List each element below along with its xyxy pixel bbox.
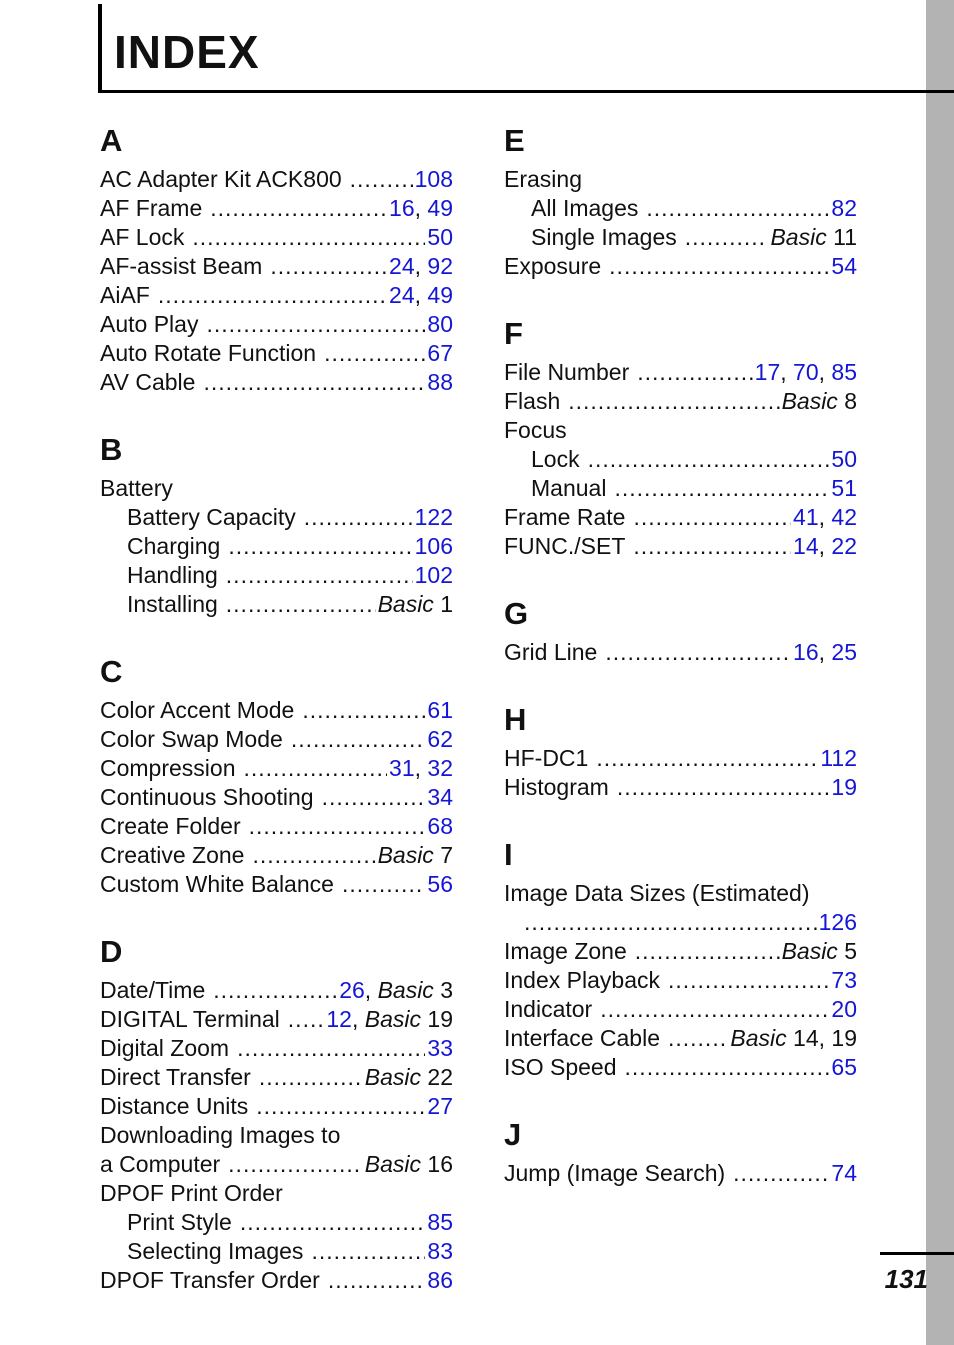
side-tab-bar (926, 0, 954, 1345)
index-entry (504, 879, 857, 908)
page-link[interactable]: 92 (427, 253, 453, 279)
entry-page-refs (427, 725, 453, 754)
entry-term: Image Zone (504, 938, 627, 964)
index-entry (504, 474, 857, 503)
entry-page-refs (831, 445, 857, 474)
dot-leader (588, 445, 830, 474)
index-entry (100, 1266, 453, 1295)
entry-page-refs (831, 995, 857, 1024)
page-link[interactable]: 83 (427, 1238, 453, 1264)
page-link[interactable]: 85 (831, 359, 857, 385)
index-entry (504, 223, 857, 252)
basic-guide-ref: Basic 22 (364, 1064, 453, 1090)
index-entry (504, 416, 857, 445)
entry-term: a Computer (100, 1151, 221, 1177)
index-entry (504, 503, 857, 532)
index-column-left (100, 118, 453, 1295)
dot-leader (322, 783, 426, 812)
page-link[interactable]: 51 (831, 475, 857, 501)
entry-page-refs: Basic 14, 19 (730, 1025, 857, 1051)
entry-page-refs (831, 194, 857, 223)
index-entry (100, 870, 453, 899)
entry-page-refs (415, 532, 453, 561)
entry-term: Exposure (504, 253, 602, 279)
entry-term: Battery (100, 475, 173, 501)
section-letter-c: C (100, 654, 123, 689)
entry-term: File Number (504, 359, 630, 385)
page-title: INDEX (114, 26, 260, 78)
dot-leader (203, 368, 425, 397)
entry-term: Histogram (504, 774, 609, 800)
index-entry (100, 1237, 453, 1266)
page-link[interactable]: 108 (414, 166, 453, 192)
entry-page-refs (427, 310, 453, 339)
entry-page-refs (819, 908, 857, 937)
section-gap (100, 397, 453, 427)
index-entry (100, 503, 453, 532)
entry-page-refs (427, 812, 453, 841)
entry-term: AC Adapter Kit ACK800 (100, 166, 342, 192)
basic-guide-label: Basic (377, 842, 434, 868)
entry-term: Battery Capacity (127, 504, 296, 530)
entry-term: DPOF Print Order (100, 1180, 283, 1206)
entry-page-refs (427, 1266, 453, 1295)
dot-leader (244, 754, 388, 783)
basic-guide-label: Basic (377, 591, 434, 617)
index-entry (504, 1053, 857, 1082)
dot-leader (249, 812, 426, 841)
dot-leader (635, 937, 780, 966)
page-link[interactable]: 73 (831, 967, 857, 993)
page-link[interactable]: 31 (389, 755, 415, 781)
page-link[interactable]: 27 (427, 1093, 453, 1119)
basic-guide-label: Basic (377, 977, 434, 1003)
entry-term: Grid Line (504, 639, 598, 665)
index-entry (100, 1208, 453, 1237)
page-link[interactable]: 106 (414, 533, 453, 559)
entry-page-refs (365, 1150, 453, 1179)
entry-term: Selecting Images (127, 1238, 304, 1264)
entry-term: Date/Time (100, 977, 206, 1003)
index-entry (504, 165, 857, 194)
index-entry (504, 1024, 857, 1053)
section-gap (100, 899, 453, 929)
page-link[interactable]: 80 (427, 311, 453, 337)
dot-leader (596, 744, 818, 773)
index-entry (100, 590, 453, 619)
page-link[interactable]: 86 (427, 1267, 453, 1293)
page-link[interactable]: 67 (427, 340, 453, 366)
index-entry (100, 812, 453, 841)
index-entry (100, 754, 453, 783)
basic-guide-ref: Basic 7 (377, 842, 453, 868)
dot-leader (668, 1024, 728, 1053)
basic-guide-label: Basic (781, 388, 838, 414)
entry-term: AF-assist Beam (100, 253, 263, 279)
page-link[interactable]: 102 (414, 562, 453, 588)
entry-page-refs (427, 1208, 453, 1237)
page-link[interactable]: 14 (793, 533, 819, 559)
entry-term: Digital Zoom (100, 1035, 230, 1061)
index-entry (100, 1034, 453, 1063)
entry-page-refs (427, 1092, 453, 1121)
index-entry (100, 281, 453, 310)
page-link[interactable]: 41 (793, 504, 819, 530)
page-link[interactable]: 126 (818, 909, 857, 935)
page-link[interactable]: 24 (389, 253, 415, 279)
entry-term: Single Images (531, 224, 677, 250)
entry-term: FUNC./SET (504, 533, 626, 559)
entry-page-refs (427, 1237, 453, 1266)
entry-term: Color Swap Mode (100, 726, 283, 752)
dot-leader (240, 1208, 426, 1237)
index-entry (100, 841, 453, 870)
entry-page-refs (378, 841, 453, 870)
entry-term: DIGITAL Terminal (100, 1006, 280, 1032)
entry-term: Installing (127, 591, 218, 617)
entry-term: All Images (531, 195, 639, 221)
dot-leader (685, 223, 769, 252)
entry-term: Erasing (504, 166, 582, 192)
basic-guide-label: Basic (730, 1025, 787, 1051)
page-link[interactable]: 112 (820, 745, 857, 771)
entry-term: Frame Rate (504, 504, 626, 530)
entry-term: AF Frame (100, 195, 203, 221)
section-gap (504, 802, 857, 832)
entry-term: Handling (127, 562, 218, 588)
index-entry (504, 908, 857, 937)
page-link[interactable]: 122 (414, 504, 453, 530)
basic-guide-ref: Basic 14 (730, 1025, 819, 1051)
entry-term: HF-DC1 (504, 745, 589, 771)
index-entry (100, 223, 453, 252)
entry-page-refs: 41, 42 (793, 504, 857, 530)
index-entry (100, 194, 453, 223)
dot-leader (192, 223, 425, 252)
page-link[interactable]: 34 (427, 784, 453, 810)
section-letter-j: J (504, 1117, 522, 1152)
page-link[interactable]: 74 (831, 1160, 857, 1186)
index-entry (100, 696, 453, 725)
section-gap (504, 667, 857, 697)
dot-leader (256, 1092, 425, 1121)
page-link[interactable]: 62 (427, 726, 453, 752)
index-entry (504, 194, 857, 223)
index-entry (100, 976, 453, 1005)
basic-guide-ref: Basic 19 (364, 1006, 453, 1032)
entry-term: Interface Cable (504, 1025, 660, 1051)
dot-leader (600, 995, 829, 1024)
index-entry (100, 474, 453, 503)
dot-leader (302, 696, 425, 725)
section-letter-d: D (100, 934, 123, 969)
entry-term: Focus (504, 417, 567, 443)
dot-leader (228, 532, 412, 561)
basic-guide-ref: Basic 3 (377, 977, 453, 1003)
index-entry (100, 532, 453, 561)
entry-page-refs (831, 773, 857, 802)
index-entry (100, 561, 453, 590)
page-link[interactable]: 56 (427, 871, 453, 897)
entry-term: Creative Zone (100, 842, 245, 868)
dot-leader (328, 1266, 426, 1295)
dot-leader (524, 908, 817, 937)
index-entry (100, 725, 453, 754)
dot-leader (733, 1159, 829, 1188)
entry-term: Downloading Images to (100, 1122, 341, 1148)
dot-leader (226, 590, 376, 619)
entry-page-refs (427, 368, 453, 397)
page-link[interactable]: 22 (831, 533, 857, 559)
entry-page-refs: 24, 92 (389, 253, 453, 279)
section-letter-g: G (504, 596, 529, 631)
page-link[interactable]: 25 (831, 639, 857, 665)
entry-term: Manual (531, 475, 607, 501)
basic-guide-label: Basic (770, 224, 827, 250)
entry-term: Auto Play (100, 311, 199, 337)
index-entry (504, 532, 857, 561)
section-letter-a: A (100, 123, 123, 158)
entry-page-refs: 17, 70, 85 (754, 359, 857, 385)
entry-term: Flash (504, 388, 561, 414)
entry-term: Custom White Balance (100, 871, 334, 897)
section-gap (504, 561, 857, 591)
dot-leader (228, 1150, 363, 1179)
entry-term: AF Lock (100, 224, 185, 250)
page-link[interactable]: 68 (427, 813, 453, 839)
page-link[interactable]: 50 (427, 224, 453, 250)
entry-page-refs (427, 1034, 453, 1063)
index-entry (100, 339, 453, 368)
dot-leader (617, 773, 830, 802)
page-link[interactable]: 12 (326, 1006, 352, 1032)
dot-leader (291, 725, 426, 754)
page-number-rule (880, 1252, 954, 1255)
section-letter-f: F (504, 316, 523, 351)
dot-leader (158, 281, 387, 310)
basic-guide-ref: Basic 8 (781, 388, 857, 414)
index-entry (504, 995, 857, 1024)
dot-leader (605, 638, 791, 667)
entry-page-refs: 26, Basic 3 (339, 977, 453, 1003)
entry-page-refs (378, 590, 453, 619)
index-entry (100, 252, 453, 281)
dot-leader (324, 339, 425, 368)
page-link[interactable]: 19 (831, 774, 857, 800)
dot-leader (252, 841, 375, 870)
basic-guide-ref: Basic 16 (364, 1151, 453, 1177)
entry-term: Compression (100, 755, 236, 781)
entry-page-refs: 14, 22 (793, 533, 857, 559)
entry-page-refs (831, 252, 857, 281)
page-link[interactable]: 50 (831, 446, 857, 472)
entry-page-refs: 24, 49 (389, 282, 453, 308)
entry-page-refs (427, 783, 453, 812)
basic-guide-ref: Basic 11 (770, 224, 857, 250)
entry-term: Direct Transfer (100, 1064, 251, 1090)
entry-term: Charging (127, 533, 221, 559)
dot-leader (614, 474, 829, 503)
index-entry (504, 1159, 857, 1188)
entry-term: ISO Speed (504, 1054, 617, 1080)
entry-page-refs (427, 339, 453, 368)
index-entry (100, 1150, 453, 1179)
page-link[interactable]: 24 (389, 282, 415, 308)
title-rule-horizontal (98, 90, 954, 93)
index-entry (100, 783, 453, 812)
index-entry (504, 358, 857, 387)
entry-term: Create Folder (100, 813, 241, 839)
index-entry (100, 1005, 453, 1034)
section-letter-i: I (504, 837, 513, 872)
dot-leader (350, 165, 413, 194)
page-link[interactable]: 33 (427, 1035, 453, 1061)
dot-leader (270, 252, 387, 281)
basic-guide-ref: Basic 1 (377, 591, 453, 617)
index-entry (100, 165, 453, 194)
basic-guide-label: Basic (364, 1151, 422, 1177)
page-link[interactable]: 49 (427, 282, 453, 308)
entry-page-refs (427, 223, 453, 252)
page-number: 131 (884, 1264, 928, 1294)
index-entry (504, 937, 857, 966)
index-column-right (504, 118, 857, 1188)
entry-term: AV Cable (100, 369, 196, 395)
entry-page-refs (415, 503, 453, 532)
page-link[interactable]: 54 (831, 253, 857, 279)
dot-leader (625, 1053, 830, 1082)
page-link[interactable]: 17 (754, 359, 781, 385)
entry-term: Jump (Image Search) (504, 1160, 726, 1186)
index-entry (100, 1063, 453, 1092)
dot-leader (646, 194, 829, 223)
index-entry (504, 773, 857, 802)
page-ref: 19 (831, 1025, 857, 1051)
page-link[interactable]: 65 (831, 1054, 857, 1080)
entry-page-refs (427, 696, 453, 725)
dot-leader (206, 310, 425, 339)
index-entry (504, 252, 857, 281)
dot-leader (311, 1237, 425, 1266)
dot-leader (259, 1063, 363, 1092)
section-gap (504, 1082, 857, 1112)
page-link[interactable]: 85 (427, 1209, 453, 1235)
entry-page-refs (831, 966, 857, 995)
basic-guide-label: Basic (781, 938, 838, 964)
dot-leader (568, 387, 779, 416)
page-link[interactable]: 49 (427, 195, 453, 221)
entry-term: Index Playback (504, 967, 660, 993)
basic-guide-label: Basic (364, 1064, 422, 1090)
index-entry (504, 744, 857, 773)
entry-term: Continuous Shooting (100, 784, 314, 810)
entry-page-refs (415, 165, 453, 194)
page-link[interactable]: 20 (831, 996, 857, 1022)
page-link[interactable]: 16 (793, 639, 819, 665)
index-entry (504, 966, 857, 995)
dot-leader (288, 1005, 325, 1034)
page-link[interactable]: 82 (831, 195, 857, 221)
section-letter-e: E (504, 123, 525, 158)
entry-term: AiAF (100, 282, 150, 308)
entry-page-refs (415, 561, 453, 590)
section-letter-h: H (504, 702, 527, 737)
entry-page-refs: 12, Basic 19 (326, 1006, 453, 1032)
dot-leader (668, 966, 829, 995)
section-gap (504, 281, 857, 311)
entry-page-refs (782, 937, 857, 966)
basic-guide-label: Basic (364, 1006, 422, 1032)
page-link[interactable]: 88 (427, 369, 453, 395)
entry-page-refs (831, 1053, 857, 1082)
dot-leader (226, 561, 413, 590)
index-entry (100, 368, 453, 397)
page-link[interactable]: 61 (427, 697, 453, 723)
dot-leader (210, 194, 387, 223)
index-entry (504, 445, 857, 474)
section-letter-b: B (100, 432, 123, 467)
basic-guide-ref: Basic 5 (781, 938, 857, 964)
entry-term: Lock (531, 446, 580, 472)
dot-leader (213, 976, 337, 1005)
section-gap (100, 619, 453, 649)
entry-page-refs (820, 744, 857, 773)
page-link[interactable]: 70 (793, 359, 819, 385)
page-link[interactable]: 32 (427, 755, 453, 781)
entry-page-refs (427, 870, 453, 899)
dot-leader (237, 1034, 425, 1063)
dot-leader (304, 503, 413, 532)
title-rule-vertical (98, 4, 102, 93)
dot-leader (342, 870, 425, 899)
dot-leader (637, 358, 752, 387)
page-link[interactable]: 42 (831, 504, 857, 530)
entry-term: Auto Rotate Function (100, 340, 317, 366)
entry-term: DPOF Transfer Order (100, 1267, 320, 1293)
entry-page-refs (831, 1159, 857, 1188)
page-link[interactable]: 26 (339, 977, 365, 1003)
entry-term: Indicator (504, 996, 593, 1022)
dot-leader (609, 252, 829, 281)
entry-term: Color Accent Mode (100, 697, 295, 723)
page-link[interactable]: 16 (389, 195, 415, 221)
entry-term: Distance Units (100, 1093, 249, 1119)
dot-leader (633, 532, 791, 561)
entry-page-refs: 16, 49 (389, 195, 453, 221)
entry-page-refs (782, 387, 857, 416)
entry-page-refs (365, 1063, 453, 1092)
index-entry (100, 1092, 453, 1121)
entry-page-refs: 31, 32 (389, 755, 453, 781)
index-entry (100, 310, 453, 339)
entry-term: Image Data Sizes (Estimated) (504, 880, 810, 906)
entry-page-refs (831, 474, 857, 503)
entry-term: Print Style (127, 1209, 232, 1235)
entry-page-refs (770, 223, 857, 252)
index-entry (504, 387, 857, 416)
dot-leader (633, 503, 791, 532)
index-entry (100, 1121, 453, 1150)
entry-page-refs: 16, 25 (793, 639, 857, 665)
index-entry (504, 638, 857, 667)
index-entry (100, 1179, 453, 1208)
